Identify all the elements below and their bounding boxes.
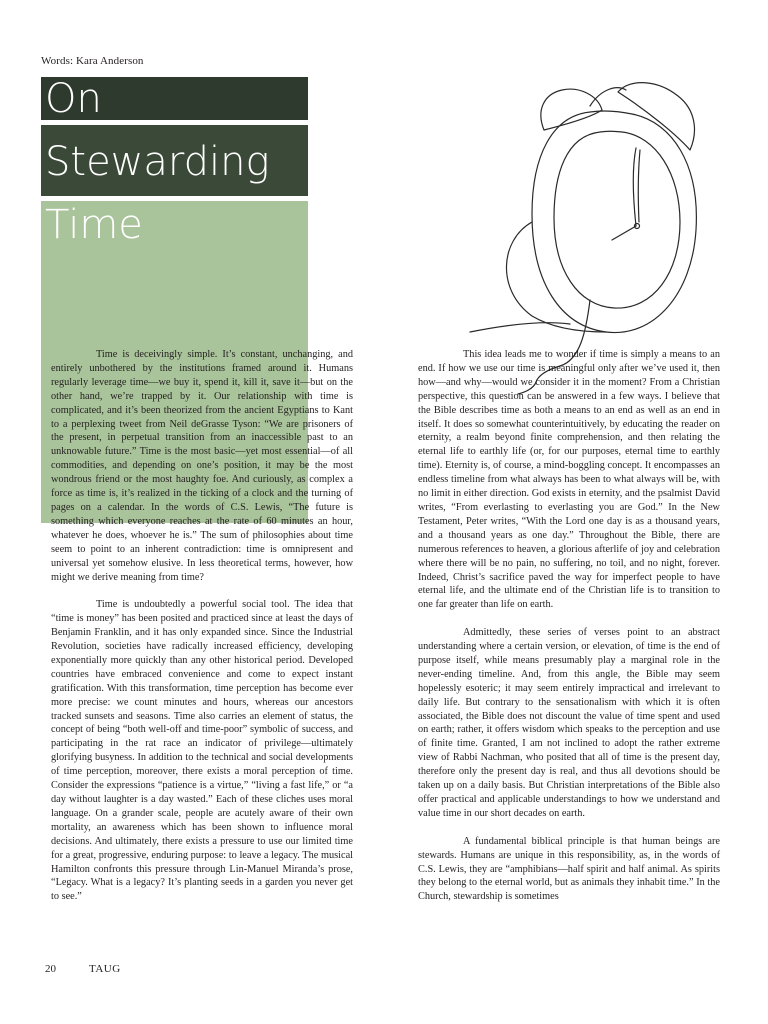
paragraph: Time is undoubtedly a powerful social tool. The idea that “time is money” has been posited and practiced since at least the days of Benjamin Franklin, and it has only expanded since. Since the Industrial Revolution, societies have radically increased efficiency, developing exponentially more quickly than any other historical period. Developed countries have embraced convenience and come to expect instant gratification. With this transformation, time perception has become ever more precise: we count minutes and hours, whereas our ancestors tracked sunsets and seasons. Time also carries an element of status, the concept of being “both well-off and time-poor” symbolic of success, and participating in the rat race an indicator of privilege—ultimately glorifying busyness. In addition to the technical and social developments of time perception, moreover, there exists a moral perception of time. Consider the expressions “patience is a virtue,” “living a fast life,” or “a day without laughter is a day wasted.” Each of these cliches uses moral language. On a grander scale, people are acutely aware of their own mortality, an awareness which has been shown to influence moral decisions. And ultimately, there exists a pressure to use our limited time for a great, progressive, enduring purpose: to leave a legacy. The musical Hamilton confronts this pressure through Lin-Manuel Miranda’s prose, “Legacy. What is a legacy? It’s planting seeds in a garden you never get to see.” — [51, 599, 353, 903]
byline: Words: Kara Anderson — [41, 55, 144, 67]
paragraph: Time is deceivingly simple. It’s constant, unchanging, and entirely unbothered by the institutions framed around it. Humans regularly leverage time—we buy it, spend it, kill it, save it—but on the other hand, we’re trapped by it. Our relationship with time is complicated, and it’s been theorized from the ancient Egyptians to Kant to a perplexing tweet from Neil deGrasse Tyson: “We are prisoners of the present, in perpetual transition from an inaccessible past to an unknowable future.” Time is the most basic—yet most essential—of all commodities, and depending on one’s position, it may be the most wondrous friend or the most haughty foe. And curiously, as complex a force as time is, it’s realized in the ticking of a clock and the turning of pages on a calendar. In the words of C.S. Lewis, “The future is something which everyone reaches at the rate of 60 minutes an hour, whatever he does, whoever he is.” The sum of philosophies about time seem to point to an inherent contradiction: time is omnipresent and universal yet somehow elusive. In less theoretical terms, however, how might we derive meaning from time? — [51, 349, 353, 583]
body-column-right — [418, 348, 720, 918]
page-number: 20 — [45, 963, 56, 975]
title-line-2: Stewarding — [45, 139, 270, 185]
title-line-1: On — [45, 77, 102, 120]
paragraph: Admittedly, these series of verses point to an abstract understanding where a certain version, or elevation, of time is the end of purpose itself, while means presumably play a marginal role in the never-ending timeline. And, from this angle, the Bible may seem hopelessly esoteric; it may seem entirely impractical and irrelevant to daily life. But contrary to the sensationalism with which it is often associated, the Bible does not discount the value of time spent and used on earth; rather, it offers wisdom which speaks to the perception and use of finite time. Granted, I am not inclined to adopt the rather extreme view of Rabbi Nachman, who posited that all of time is the present day, therefore only the present day is real, and thus all devotions should be taken up on a daily basis. But Christian interpretations of the Bible also offer practical and applicable understandings to how we understand and value time in our short decades on earth. — [418, 627, 720, 819]
title-block-on — [41, 77, 308, 120]
title-line-3: Time — [45, 202, 143, 248]
body-column-left — [51, 348, 353, 918]
magazine-name: TAUG — [89, 963, 121, 975]
paragraph: This idea leads me to wonder if time is simply a means to an end. If how we use our time is meaningful only after we’ve used it, then how—and why—would we consider it in the moment? From a Christian perspective, this question can be answered in a few ways. I believe that the Bible describes time as both a means to an end as well as an end in itself. It does so somewhat counterintuitively, by educating the reader on eternity, a realm beyond finite comprehension, and then relating the eternal life to earthly life (or, for our purposes, eternal time to earthly time). Eternity is, of course, a mind-boggling concept. It encompasses an endless timeline from what always has been to what always will be, with no limit in either direction. God exists in eternity, and the psalmist David writes, “From everlasting to everlasting you are God.” In the New Testament, Peter writes, “With the Lord one day is as a thousand years, and a thousand years as one day.” Throughout the Bible, there are numerous references to heaven, a glorious afterlife of joy and celebration where there will be no pain, no suffering, no toil, and no night, forever. Indeed, Christ’s sacrifice paved the way for imperfect people to have eternal life, and the ultimate end of the Christian life is to transition to one far greater than life on earth. — [418, 349, 720, 611]
title-block-stewarding — [41, 125, 308, 196]
paragraph: A fundamental biblical principle is that human beings are stewards. Humans are unique in this responsibility, as, in the words of C.S. Lewis, they are “amphibians—half spirit and half animal. As spirits they belong to the eternal world, but as animals they inhabit time.” In the Church, stewardship is sometimes — [418, 835, 720, 903]
